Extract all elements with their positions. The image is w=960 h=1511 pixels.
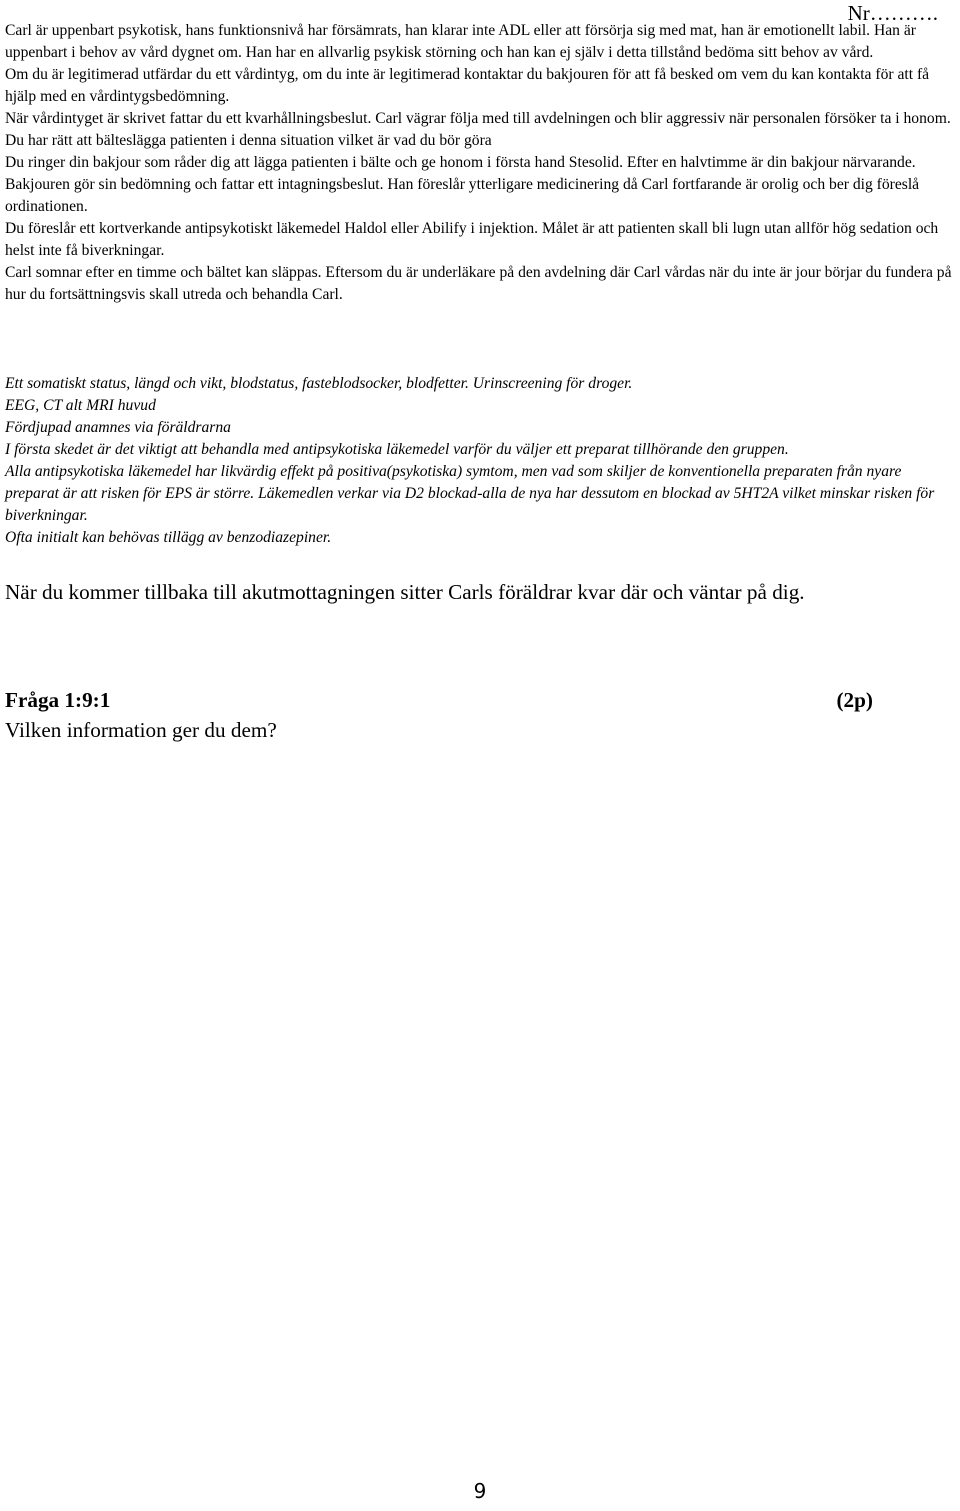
return-statement: När du kommer tillbaka till akutmottagningen sitter Carls föräldrar kvar där och väntar på dig. xyxy=(5,580,805,604)
case-description xyxy=(5,20,957,306)
answer-paragraph: EEG, CT alt MRI huvud xyxy=(5,397,156,414)
case-paragraph: Carl somnar efter en timme och bältet kan släppas. Eftersom du är underläkare på den avdelning där Carl vårdas när du inte är jour börjar du fundera på hur du fortsättningsvis skall utreda och behandla Carl. xyxy=(5,264,952,303)
answer-paragraph: Alla antipsykotiska läkemedel har likvärdig effekt på positiva(psykotiska) symtom, men vad som skiljer de konventionella preparaten från nyare preparat är att risken för EPS är större. Läkemedlen verkar via D2 blockad-alla de nya har dessutom en blockad av 5HT2A vilket minskar risken för biverkningar. xyxy=(5,463,935,524)
answer-paragraph: Ett somatiskt status, längd och vikt, blodstatus, fasteblodsocker, blodfetter. Urinscreening för droger. xyxy=(5,375,633,392)
question-points: (2p) xyxy=(836,688,873,712)
question-text: Vilken information ger du dem? xyxy=(5,718,277,742)
question-label: Fråga 1:9:1 xyxy=(5,688,111,712)
case-paragraph: Om du är legitimerad utfärdar du ett vårdintyg, om du inte är legitimerad kontaktar du bakjouren för att få besked om vem du kan kontakta för att få hjälp med en vårdintygsbedömning. xyxy=(5,66,930,105)
case-paragraph: Du har rätt att bälteslägga patienten i denna situation vilket är vad du bör göra xyxy=(5,132,492,149)
case-paragraph: Du föreslår ett kortverkande antipsykotiskt läkemedel Haldol eller Abilify i injektion. Målet är att patienten skall bli lugn utan allför hög sedation och helst inte få biverkningar. xyxy=(5,220,939,259)
nr-label: Nr………. xyxy=(847,1,938,25)
answer-paragraph: Fördjupad anamnes via föräldrarna xyxy=(5,419,231,436)
answer-paragraph: I första skedet är det viktigt att behandla med antipsykotiska läkemedel varför du väljer ett preparat tillhörande den gruppen. xyxy=(5,441,789,458)
case-paragraph: Du ringer din bakjour som råder dig att lägga patienten i bälte och ge honom i första hand Stesolid. Efter en halvtimme är din bakjour närvarande. Bakjouren gör sin bedömning och fattar ett intagningsbeslut. Han föreslår ytterligare medicinering då Carl fortfarande är orolig och ber dig föreslå ordinationen. xyxy=(5,154,920,215)
answer-paragraph: Ofta initialt kan behövas tillägg av benzodiazepiner. xyxy=(5,529,332,546)
page-number: 9 xyxy=(473,1479,487,1503)
case-paragraph: Carl är uppenbart psykotisk, hans funktionsnivå har försämrats, han klarar inte ADL eller att försörja sig med mat, han är emotionellt labil. Han är uppenbart i behov av vård dygnet om. Han har en allvarlig psykisk störning och han kan ej själv i detta tillstånd bedöma sitt behov av vård. xyxy=(5,22,916,61)
case-paragraph: När vårdintyget är skrivet fattar du ett kvarhållningsbeslut. Carl vägrar följa med till avdelningen och blir aggressiv när personalen försöker ta i honom. xyxy=(5,110,951,127)
answer-section xyxy=(5,373,957,549)
